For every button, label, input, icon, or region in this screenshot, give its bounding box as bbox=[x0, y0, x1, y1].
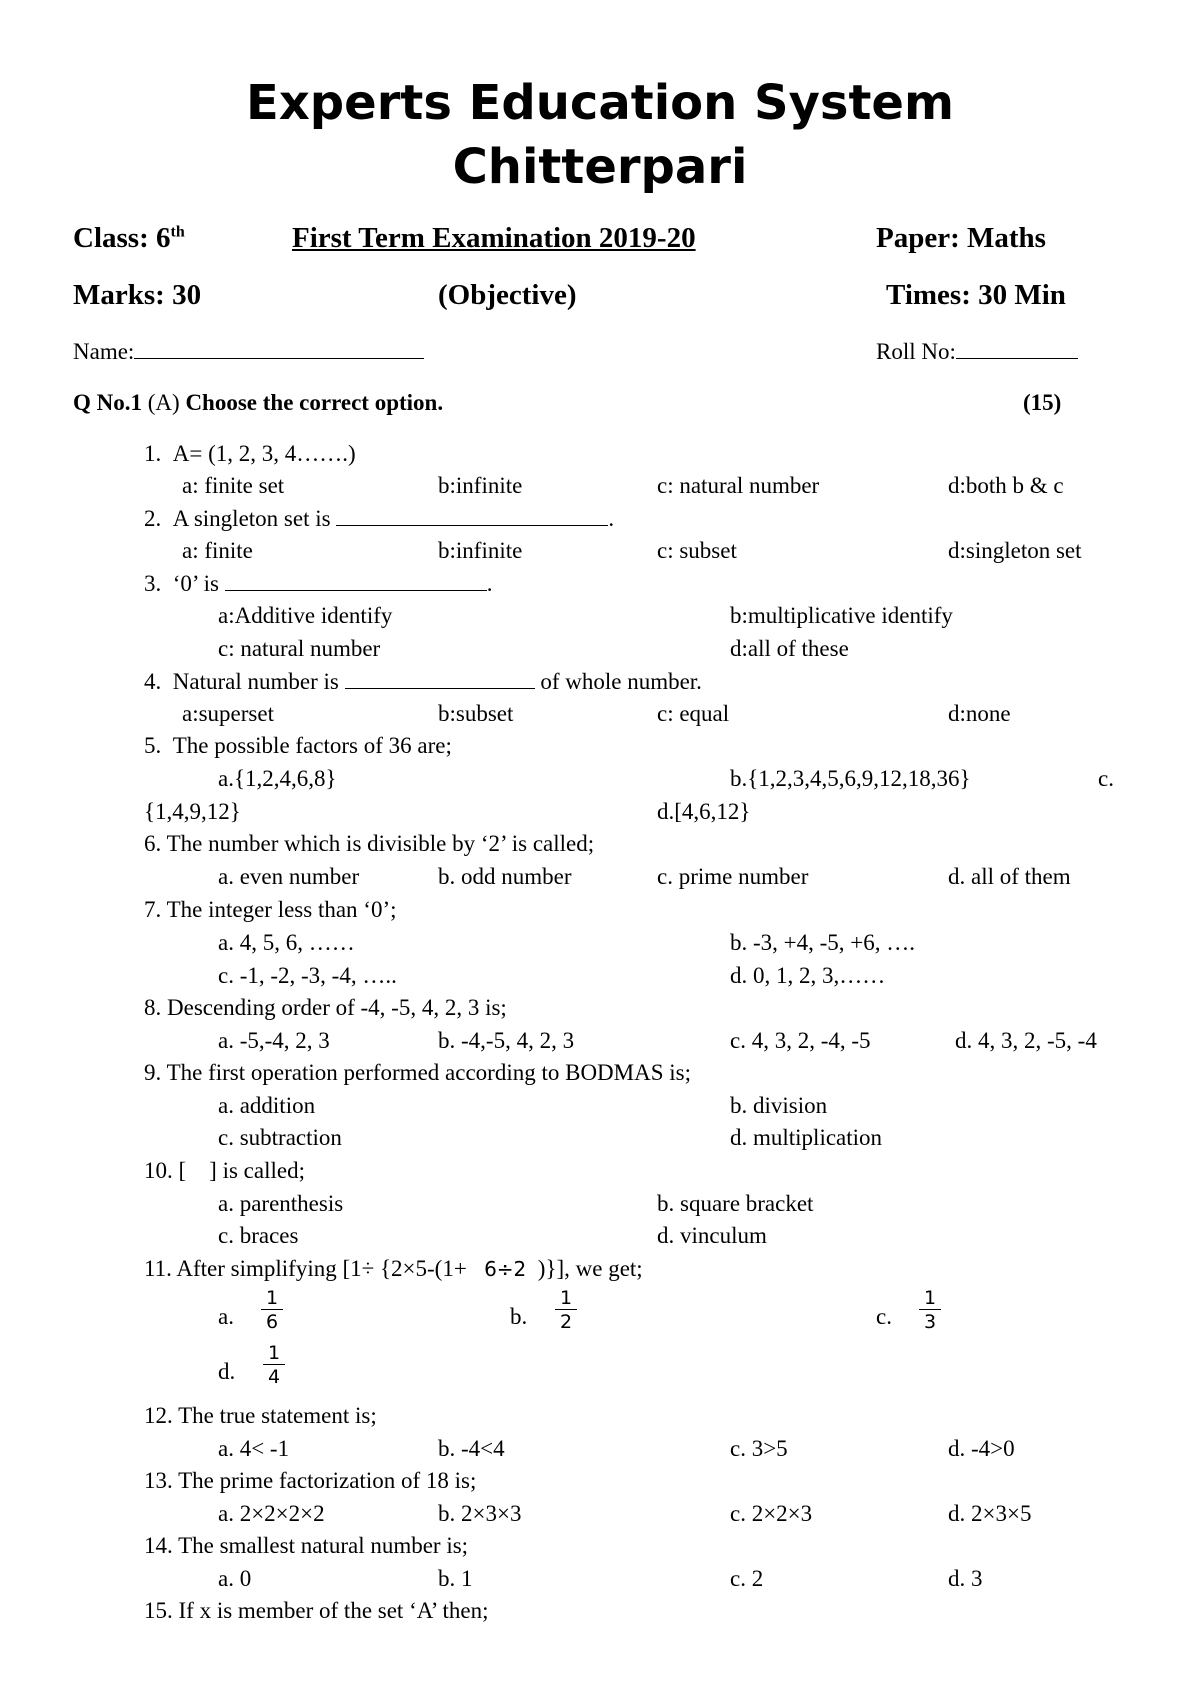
q11-option-a-label[interactable]: a. bbox=[218, 1304, 234, 1329]
q8-option-a[interactable]: a. -5,-4, 2, 3 bbox=[218, 1028, 330, 1053]
q3-option-a[interactable]: a:Additive identify bbox=[218, 603, 393, 628]
q7-option-d[interactable]: d. 0, 1, 2, 3,…… bbox=[730, 963, 886, 988]
q6-option-a[interactable]: a. even number bbox=[218, 864, 360, 889]
marks-label: Marks: 30 bbox=[73, 279, 202, 311]
question-3 bbox=[144, 570, 492, 597]
q7-option-b[interactable]: b. -3, +4, -5, +6, …. bbox=[730, 930, 916, 955]
q11-option-b-label[interactable]: b. bbox=[510, 1304, 528, 1329]
class-text: Class: 6 bbox=[73, 222, 171, 254]
question-11 bbox=[144, 1256, 643, 1282]
q10-option-b[interactable]: b. square bracket bbox=[657, 1191, 814, 1216]
q11-text-end: )}], we get; bbox=[537, 1256, 643, 1281]
q5-text: The possible factors of 36 are; bbox=[172, 733, 452, 758]
q11-b-numerator: 1 bbox=[555, 1287, 577, 1310]
exam-title: First Term Examination 2019-20 bbox=[292, 222, 696, 254]
q11-option-d-label[interactable]: d. bbox=[218, 1359, 236, 1384]
q12-option-d[interactable]: d. -4>0 bbox=[948, 1436, 1015, 1461]
q11-text-start: 11. After simplifying [1÷ {2×5-(1+ bbox=[144, 1256, 467, 1281]
name-field[interactable] bbox=[73, 338, 424, 365]
q12-option-b[interactable]: b. -4<4 bbox=[438, 1436, 505, 1461]
section-instruction: Choose the correct option. bbox=[185, 390, 444, 415]
q6-option-d[interactable]: d. all of them bbox=[948, 864, 1071, 889]
q14-option-b[interactable]: b. 1 bbox=[438, 1566, 473, 1591]
question-15: 15. If x is member of the set ‘A’ then; bbox=[144, 1598, 489, 1623]
q3-option-d[interactable]: d:all of these bbox=[730, 636, 849, 661]
q11-c-numerator: 1 bbox=[919, 1287, 941, 1310]
q5-option-c-label[interactable]: c. bbox=[1098, 766, 1114, 791]
question-7: 7. The integer less than ‘0’; bbox=[144, 897, 397, 922]
q12-option-a[interactable]: a. 4< -1 bbox=[218, 1436, 290, 1461]
q11-option-d-fraction[interactable] bbox=[263, 1342, 285, 1389]
q11-option-c-label[interactable]: c. bbox=[876, 1304, 892, 1329]
question-4 bbox=[144, 668, 702, 695]
question-9: 9. The first operation performed according to BODMAS is; bbox=[144, 1060, 691, 1085]
q4-option-b[interactable]: b:subset bbox=[438, 701, 514, 726]
q2-option-b[interactable]: b:infinite bbox=[438, 538, 523, 563]
question-6: 6. The number which is divisible by ‘2’ is called; bbox=[144, 831, 595, 856]
question-10: 10. [ ] is called; bbox=[144, 1158, 305, 1183]
q1-option-b[interactable]: b:infinite bbox=[438, 473, 523, 498]
paper-label: Paper: Maths bbox=[876, 222, 1046, 254]
q3-end: . bbox=[486, 571, 493, 596]
q1-option-c[interactable]: c: natural number bbox=[657, 473, 820, 498]
q6-option-c[interactable]: c. prime number bbox=[657, 864, 809, 889]
q11-expression: 6÷2 bbox=[484, 1257, 527, 1281]
q7-option-c[interactable]: c. -1, -2, -3, -4, ….. bbox=[218, 963, 397, 988]
q13-option-c[interactable]: c. 2×2×3 bbox=[730, 1501, 813, 1526]
q9-option-c[interactable]: c. subtraction bbox=[218, 1125, 342, 1150]
section-heading bbox=[73, 390, 443, 416]
q4-text: Natural number is bbox=[172, 669, 339, 694]
q1-number: 1. bbox=[144, 441, 162, 466]
q14-option-c[interactable]: c. 2 bbox=[730, 1566, 764, 1591]
school-name: Experts Education System bbox=[246, 75, 954, 131]
question-2 bbox=[144, 505, 614, 532]
q4-option-a[interactable]: a:superset bbox=[182, 701, 274, 726]
q11-c-denominator: 3 bbox=[923, 1311, 937, 1333]
q8-option-b[interactable]: b. -4,-5, 4, 2, 3 bbox=[438, 1028, 575, 1053]
question-14: 14. The smallest natural number is; bbox=[144, 1533, 469, 1558]
q8-option-c[interactable]: c. 4, 3, 2, -4, -5 bbox=[730, 1028, 871, 1053]
q9-option-d[interactable]: d. multiplication bbox=[730, 1125, 883, 1150]
q11-a-numerator: 1 bbox=[261, 1287, 283, 1310]
q4-option-c[interactable]: c: equal bbox=[657, 701, 730, 726]
question-12: 12. The true statement is; bbox=[144, 1403, 377, 1428]
q11-option-a-fraction[interactable] bbox=[261, 1287, 283, 1334]
q11-option-c-fraction[interactable] bbox=[919, 1287, 941, 1334]
q4-option-d[interactable]: d:none bbox=[948, 701, 1011, 726]
q6-option-b[interactable]: b. odd number bbox=[438, 864, 572, 889]
q2-option-c[interactable]: c: subset bbox=[657, 538, 737, 563]
q5-option-b[interactable]: b.{1,2,3,4,5,6,9,12,18,36} bbox=[730, 766, 971, 791]
q10-option-d[interactable]: d. vinculum bbox=[657, 1223, 767, 1248]
q11-a-denominator: 6 bbox=[265, 1311, 279, 1333]
q5-option-d[interactable]: d.[4,6,12} bbox=[657, 799, 751, 824]
q11-d-numerator: 1 bbox=[263, 1342, 285, 1365]
section-qno: Q No.1 bbox=[73, 390, 142, 415]
q2-end: . bbox=[608, 506, 615, 531]
section-part: (A) bbox=[142, 390, 186, 415]
q7-option-a[interactable]: a. 4, 5, 6, …… bbox=[218, 930, 355, 955]
school-city: Chitterpari bbox=[452, 139, 748, 195]
class-label bbox=[73, 222, 185, 255]
q11-d-denominator: 4 bbox=[267, 1366, 281, 1388]
q2-text: A singleton set is bbox=[172, 506, 331, 531]
q1-option-a[interactable]: a: finite set bbox=[182, 473, 285, 498]
q5-number: 5. bbox=[144, 733, 162, 758]
q14-option-a[interactable]: a. 0 bbox=[218, 1566, 252, 1591]
q9-option-a[interactable]: a. addition bbox=[218, 1093, 316, 1118]
q13-option-b[interactable]: b. 2×3×3 bbox=[438, 1501, 522, 1526]
q2-blank[interactable] bbox=[336, 505, 608, 526]
exam-type: (Objective) bbox=[438, 279, 577, 311]
q2-option-d[interactable]: d:singleton set bbox=[948, 538, 1082, 563]
q5-option-a[interactable]: a.{1,2,4,6,8} bbox=[218, 766, 337, 791]
q3-text: ‘0’ is bbox=[172, 571, 219, 596]
name-blank[interactable] bbox=[134, 338, 424, 359]
q14-option-d[interactable]: d. 3 bbox=[948, 1566, 983, 1591]
q10-option-c[interactable]: c. braces bbox=[218, 1223, 299, 1248]
q12-option-c[interactable]: c. 3>5 bbox=[730, 1436, 788, 1461]
q5-option-c[interactable]: {1,4,9,12} bbox=[144, 799, 241, 824]
q2-number: 2. bbox=[144, 506, 162, 531]
q10-option-a[interactable]: a. parenthesis bbox=[218, 1191, 344, 1216]
name-label: Name: bbox=[73, 339, 135, 364]
q8-option-d[interactable]: d. 4, 3, 2, -5, -4 bbox=[955, 1028, 1097, 1053]
roll-label: Roll No: bbox=[876, 339, 956, 364]
question-5 bbox=[144, 733, 452, 759]
roll-field[interactable] bbox=[876, 338, 1078, 365]
roll-blank[interactable] bbox=[956, 338, 1078, 359]
q4-end: of whole number. bbox=[540, 669, 702, 694]
q4-number: 4. bbox=[144, 669, 162, 694]
time-label: Times: 30 Min bbox=[886, 279, 1066, 311]
question-1 bbox=[144, 441, 356, 467]
q2-option-a[interactable]: a: finite bbox=[182, 538, 253, 563]
class-superscript: th bbox=[170, 223, 185, 241]
question-8: 8. Descending order of -4, -5, 4, 2, 3 is; bbox=[144, 995, 507, 1020]
q11-b-denominator: 2 bbox=[559, 1311, 573, 1333]
q9-option-b[interactable]: b. division bbox=[730, 1093, 828, 1118]
q3-blank[interactable] bbox=[225, 570, 487, 591]
question-13: 13. The prime factorization of 18 is; bbox=[144, 1468, 477, 1493]
q4-blank[interactable] bbox=[345, 668, 535, 689]
section-marks: (15) bbox=[1023, 390, 1062, 415]
q13-option-a[interactable]: a. 2×2×2×2 bbox=[218, 1501, 325, 1526]
q1-text: A= (1, 2, 3, 4…….) bbox=[172, 441, 356, 466]
q3-number: 3. bbox=[144, 571, 162, 596]
q3-option-c[interactable]: c: natural number bbox=[218, 636, 381, 661]
q3-option-b[interactable]: b:multiplicative identify bbox=[730, 603, 953, 628]
q13-option-d[interactable]: d. 2×3×5 bbox=[948, 1501, 1032, 1526]
q11-option-b-fraction[interactable] bbox=[555, 1287, 577, 1334]
q1-option-d[interactable]: d:both b & c bbox=[948, 473, 1064, 498]
